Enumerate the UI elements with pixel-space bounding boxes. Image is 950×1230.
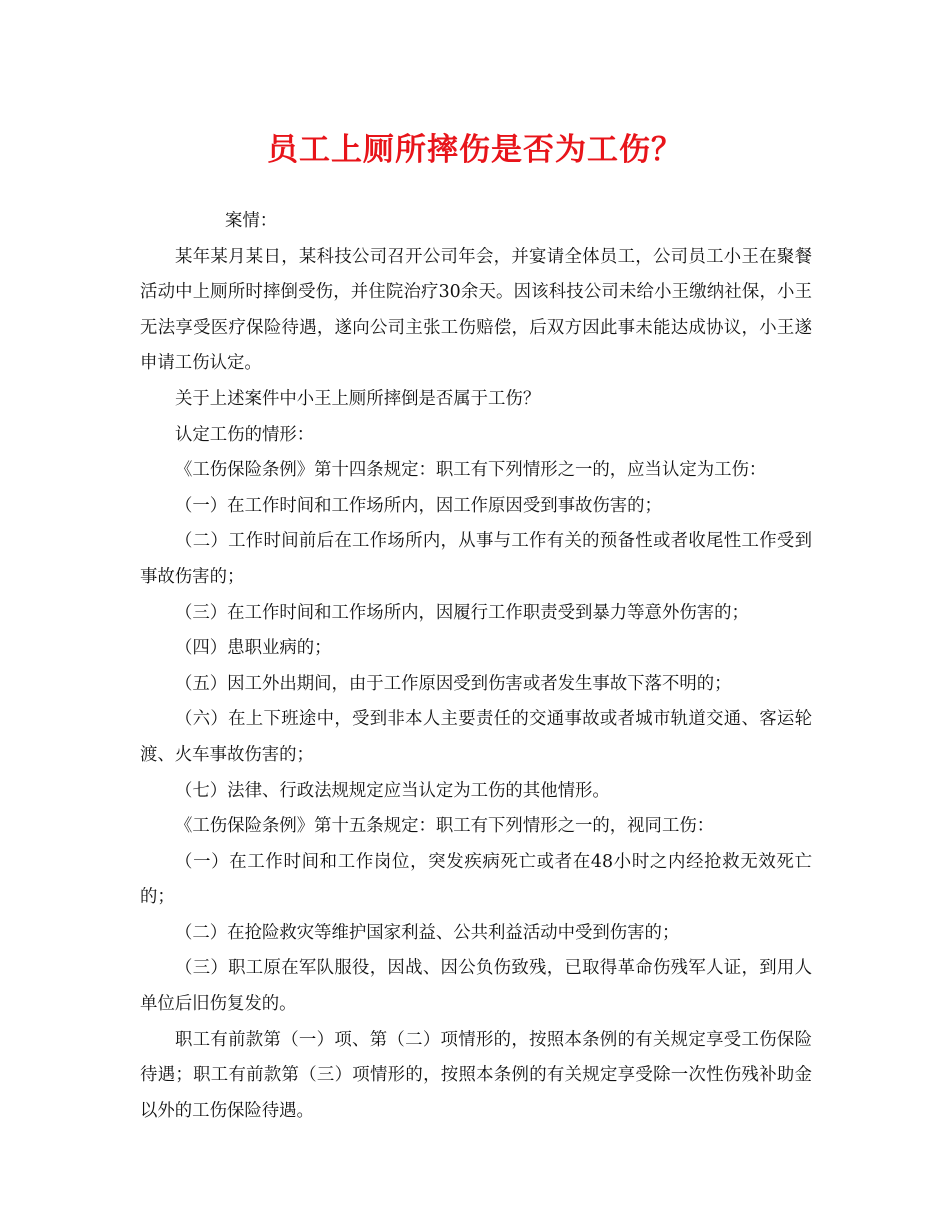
list-item-article-14-2: （二）工作时间前后在工作场所内，从事与工作有关的预备性或者收尾性工作受到事故伤害的；: [140, 531, 812, 587]
list-item-article-15-1: （一）在工作时间和工作岗位，突发疾病死亡或者在48小时之内经抢救无效死亡的；: [140, 851, 812, 908]
list-item-article-15-3: （三）职工原在军队服役，因战、因公负伤致残，已取得革命伤残军人证，到用人单位后旧伤复发的。: [140, 958, 812, 1015]
case-label: 案情：: [225, 211, 278, 231]
list-item-article-14-4: （四）患职业病的；: [175, 638, 332, 659]
paragraph-conclusion: 职工有前款第（一）项、第（二）项情形的，按照本条例的有关规定享受工伤保险待遇；职工有前款第（三）项情形的，按照本条例的有关规定享受除一次性伤残补助金以外的工伤保险待遇。: [140, 1029, 812, 1121]
document-body: [140, 204, 812, 1129]
list-item-article-14-1: （一）在工作时间和工作场所内，因工作原因受到事故伤害的；: [175, 495, 662, 516]
paragraph-article-15: 《工伤保险条例》第十五条规定：职工有下列情形之一的，视同工伤：: [175, 816, 715, 837]
paragraph-criteria-heading: 认定工伤的情形：: [175, 424, 315, 445]
list-item-article-14-5: （五）因工外出期间，由于工作原因受到伤害或者发生事故下落不明的；: [175, 673, 732, 694]
list-item-article-14-7: （七）法律、行政法规规定应当认定为工伤的其他情形。: [175, 780, 610, 801]
list-item-article-15-2: （二）在抢险救灾等维护国家利益、公共利益活动中受到伤害的；: [175, 922, 680, 943]
paragraph-question: 关于上述案件中小王上厕所摔倒是否属于工伤？: [175, 388, 541, 409]
paragraph-case-description: 某年某月某日，某科技公司召开公司年会，并宴请全体员工，公司员工小王在聚餐活动中上厕所时摔倒受伤，并住院治疗30余天。因该科技公司未给小王缴纳社保，小王无法享受医疗保险待遇，遂向公司主张工伤赔偿，后双方因此事未能达成协议，小王遂申请工伤认定。: [140, 246, 812, 374]
document-title: 员工上厕所摔伤是否为工伤？: [267, 132, 683, 168]
list-item-article-14-3: （三）在工作时间和工作场所内，因履行工作职责受到暴力等意外伤害的；: [175, 602, 749, 623]
list-item-article-14-6: （六）在上下班途中，受到非本人主要责任的交通事故或者城市轨道交通、客运轮渡、火车事故伤害的；: [140, 709, 812, 765]
paragraph-article-14: 《工伤保险条例》第十四条规定：职工有下列情形之一的，应当认定为工伤：: [175, 460, 767, 481]
